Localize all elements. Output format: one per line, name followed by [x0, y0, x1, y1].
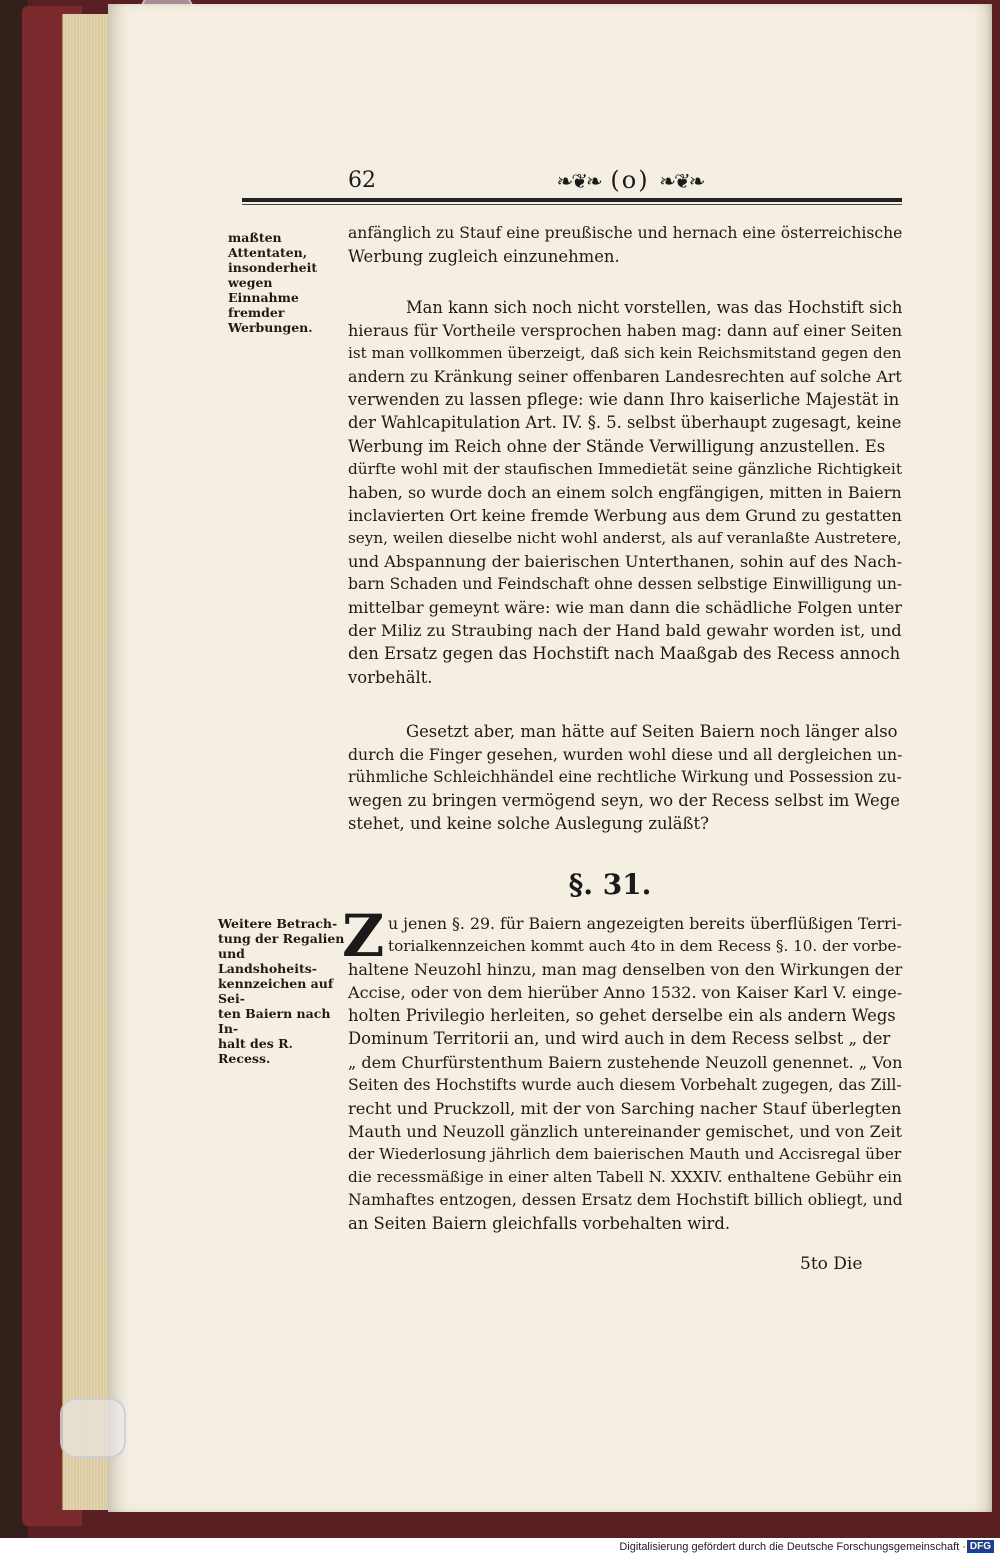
- paragraph-1: [348, 222, 902, 268]
- paragraph-2: [348, 296, 902, 689]
- page-curl-shadow: [974, 4, 992, 1512]
- text-line: stehet, und keine solche Auslegung zuläßt?: [348, 814, 709, 834]
- page-clip-bottom: [60, 1398, 126, 1458]
- gloss-line: maßten Attentaten,: [228, 230, 308, 260]
- text-line: „ dem Churfürstenthum Baiern zustehende Neuzoll genennet. „ Von: [348, 1052, 903, 1072]
- text-line: die recessmäßige in einer alten Tabell N. XXXIV. enthaltene Gebühr ein: [348, 1168, 902, 1187]
- gloss-line: tung der Regalien: [218, 931, 345, 946]
- ornament-right: ❧❦❧: [659, 169, 704, 193]
- text-line: haltene Neuzohl hinzu, man mag denselben von den Wirkungen der: [348, 960, 903, 980]
- paragraph-4: [348, 912, 902, 1235]
- text-line: Accise, oder von dem hierüber Anno 1532. von Kaiser Karl V. einge-: [348, 983, 903, 1003]
- gloss-line: kennzeichen auf Sei-: [218, 976, 334, 1006]
- text-line: und Abspannung der baierischen Unterthanen, sohin auf des Nach-: [348, 552, 903, 572]
- text-line: wegen zu bringen vermögend seyn, wo der Recess selbst im Wege: [348, 791, 900, 811]
- header-rule: [242, 198, 902, 202]
- paragraph-3: [348, 720, 902, 835]
- text-line: Seiten des Hochstifts wurde auch diesem Vorbehalt zugegen, das Zill-: [348, 1075, 902, 1094]
- text-line: mittelbar gemeynt wäre: wie man dann die schädliche Folgen unter: [348, 598, 902, 618]
- running-head: [538, 166, 722, 194]
- page-edges: [62, 14, 113, 1510]
- text-line: seyn, weilen dieselbe nicht wohl anderst, als auf veranlaßte Austretere,: [348, 528, 902, 547]
- text-line: anfänglich zu Stauf eine preußische und hernach eine österreichische: [348, 224, 903, 242]
- dfg-logo: DFG: [967, 1540, 994, 1553]
- text-line: Dominum Territorii an, und wird auch in dem Recess selbst „ der: [348, 1029, 891, 1049]
- text-line: hieraus für Vortheile versprochen haben mag: dann auf einer Seiten: [348, 321, 903, 341]
- gloss-line: ten Baiern nach In-: [218, 1006, 331, 1036]
- text-line: Gesetzt aber, man hätte auf Seiten Baiern noch länger also: [406, 722, 898, 741]
- text-line: durch die Finger gesehen, wurden wohl diese und all dergleichen un-: [348, 745, 903, 765]
- gloss-line: und Landshoheits-: [218, 946, 317, 976]
- text-line: Man kann sich noch nicht vorstellen, was das Hochstift sich: [406, 298, 903, 317]
- text-line: der Wahlcapitulation Art. IV. §. 5. selbst überhaupt zugesagt, keine: [348, 413, 902, 433]
- text-line: ist man vollkommen überzeigt, daß sich kein Reichsmitstand gegen den: [348, 344, 902, 363]
- text-line: vorbehält.: [348, 667, 433, 687]
- gloss-line: halt des R. Recess.: [218, 1036, 293, 1066]
- header-rule-thin: [242, 204, 902, 205]
- catchword: 5to Die: [800, 1254, 863, 1274]
- text-line: verwenden zu lassen pflege: wie dann Ihro kaiserliche Majestät in: [348, 390, 900, 410]
- page-number: 62: [348, 168, 376, 193]
- text-line: an Seiten Baiern gleichfalls vorbehalten wird.: [348, 1214, 731, 1234]
- ornament-left: ❧❦❧: [556, 169, 601, 193]
- text-line: der Wiederlosung jährlich dem baierischen Mauth und Accisregal über: [348, 1144, 902, 1163]
- text-line: der Miliz zu Straubing nach der Hand bald gewahr worden ist, und: [348, 621, 902, 641]
- text-line: holten Privilegio herleiten, so gehet derselbe ein als andern Wegs: [348, 1006, 896, 1026]
- text-line: Werbung im Reich ohne der Stände Verwilligung anzustellen. Es: [348, 436, 886, 456]
- text-line: Mauth und Neuzoll gänzlich untereinander gemischet, und von Zeit: [348, 1121, 902, 1141]
- text-line: u jenen §. 29. für Baiern angezeigten bereits überflüßigen Terri-: [388, 914, 902, 933]
- funding-credit: Digitalisierung gefördert durch die Deutsche Forschungsgemeinschaft ·: [619, 1541, 966, 1553]
- text-line: Werbung zugleich einzunehmen.: [348, 247, 620, 267]
- text-line: recht und Pruckzoll, mit der von Sarching nacher Stauf überlegten: [348, 1098, 902, 1118]
- running-head-text: (o): [610, 166, 650, 194]
- section-heading: §. 31.: [568, 868, 652, 901]
- text-line: barn Schaden und Feindschaft ohne dessen selbstige Einwilligung un-: [348, 575, 903, 594]
- text-line: torialkennzeichen kommt auch 4to in dem Recess §. 10. der vorbe-: [388, 937, 902, 956]
- gloss-line: Weitere Betrach-: [218, 916, 338, 931]
- gloss-line: Werbungen.: [228, 320, 313, 335]
- text-line: den Ersatz gegen das Hochstift nach Maaßgab des Recess annoch: [348, 644, 901, 664]
- drop-capital: Z: [342, 902, 385, 970]
- text-line: rühmliche Schleichhändel eine rechtliche Wirkung und Possession zu-: [348, 768, 902, 787]
- gloss-line: insonderheit wegen: [228, 260, 318, 290]
- gloss-line: Einnahme fremder: [228, 290, 299, 320]
- text-line: inclavierten Ort keine fremde Werbung aus dem Grund zu gestatten: [348, 505, 902, 525]
- text-line: andern zu Kränkung seiner offenbaren Landesrechten auf solche Art: [348, 367, 902, 387]
- text-line: haben, so wurde doch an einem solch engfängigen, mitten in Baiern: [348, 482, 902, 502]
- text-line: Namhaftes entzogen, dessen Ersatz dem Hochstift billich obliegt, und: [348, 1191, 903, 1210]
- text-line: dürfte wohl mit der staufischen Immedietät seine gänzliche Richtigkeit: [348, 459, 902, 478]
- marginal-gloss-2: [218, 916, 346, 1066]
- marginal-gloss-1: [228, 230, 348, 335]
